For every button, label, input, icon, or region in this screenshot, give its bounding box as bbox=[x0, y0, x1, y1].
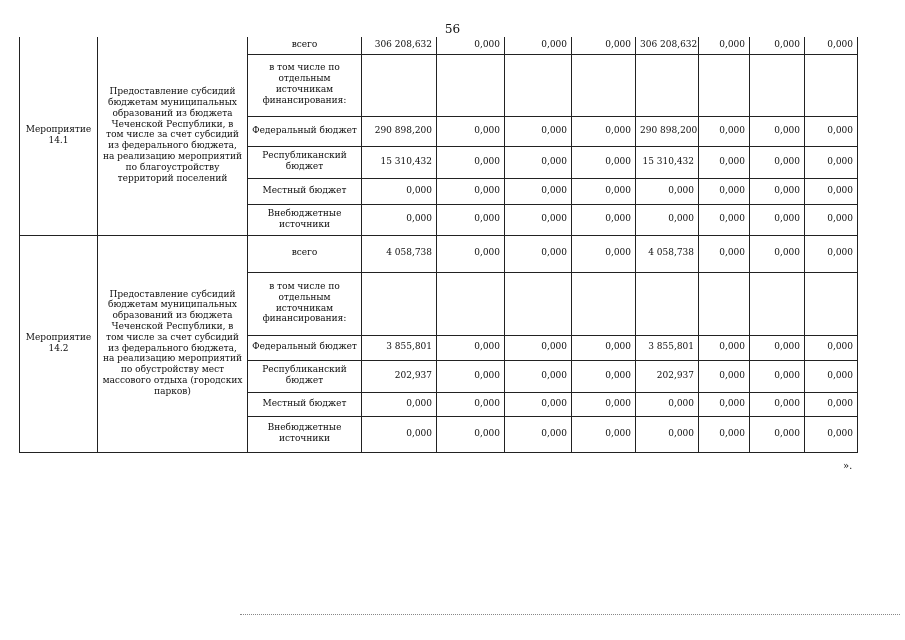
funding-value: 0,000 bbox=[437, 204, 505, 235]
funding-value: 0,000 bbox=[805, 235, 858, 272]
funding-value: 0,000 bbox=[805, 360, 858, 392]
funding-value: 0,000 bbox=[805, 335, 858, 360]
funding-value: 0,000 bbox=[750, 360, 805, 392]
funding-value bbox=[505, 54, 572, 116]
funding-value: 0,000 bbox=[437, 37, 505, 54]
funding-value: 0,000 bbox=[505, 204, 572, 235]
measure-name: Мероприятие 14.1 bbox=[20, 37, 98, 235]
funding-value: 0,000 bbox=[805, 204, 858, 235]
funding-value bbox=[437, 272, 505, 335]
funding-value: 0,000 bbox=[572, 116, 636, 146]
funding-value bbox=[805, 54, 858, 116]
funding-value: 0,000 bbox=[505, 335, 572, 360]
funding-value: 15 310,432 bbox=[362, 146, 437, 178]
funding-value: 0,000 bbox=[505, 392, 572, 416]
funding-value: 0,000 bbox=[362, 204, 437, 235]
funding-value bbox=[750, 54, 805, 116]
funding-value bbox=[362, 272, 437, 335]
funding-value: 0,000 bbox=[505, 416, 572, 452]
funding-value: 0,000 bbox=[699, 178, 750, 204]
funding-value: 0,000 bbox=[699, 204, 750, 235]
funding-value: 0,000 bbox=[805, 178, 858, 204]
funding-value: 202,937 bbox=[636, 360, 699, 392]
funding-value: 0,000 bbox=[362, 392, 437, 416]
funding-value bbox=[750, 272, 805, 335]
scan-artifact-line bbox=[240, 614, 900, 615]
funding-value: 0,000 bbox=[699, 235, 750, 272]
funding-value: 0,000 bbox=[750, 37, 805, 54]
funding-value bbox=[699, 54, 750, 116]
funding-value: 0,000 bbox=[572, 204, 636, 235]
funding-value: 0,000 bbox=[572, 392, 636, 416]
funding-value: 0,000 bbox=[699, 360, 750, 392]
funding-value: 0,000 bbox=[572, 416, 636, 452]
funding-value: 0,000 bbox=[437, 235, 505, 272]
funding-value bbox=[636, 54, 699, 116]
funding-value: 0,000 bbox=[362, 416, 437, 452]
funding-value: 0,000 bbox=[362, 178, 437, 204]
funding-value: 0,000 bbox=[750, 204, 805, 235]
funding-value: 0,000 bbox=[505, 116, 572, 146]
funding-value: 0,000 bbox=[699, 116, 750, 146]
funding-value: 0,000 bbox=[750, 392, 805, 416]
funding-value: 0,000 bbox=[805, 116, 858, 146]
funding-source: Внебюджетные источники bbox=[248, 416, 362, 452]
funding-value: 0,000 bbox=[505, 146, 572, 178]
funding-value: 306 208,632 bbox=[362, 37, 437, 54]
funding-source: всего bbox=[248, 37, 362, 54]
funding-source: Внебюджетные источники bbox=[248, 204, 362, 235]
table-row bbox=[20, 235, 858, 272]
funding-value: 0,000 bbox=[505, 360, 572, 392]
funding-value: 0,000 bbox=[572, 360, 636, 392]
funding-source: Федеральный бюджет bbox=[248, 335, 362, 360]
funding-value: 0,000 bbox=[750, 116, 805, 146]
funding-value: 0,000 bbox=[636, 392, 699, 416]
closing-quote-mark: ». bbox=[843, 461, 853, 472]
funding-source: Местный бюджет bbox=[248, 178, 362, 204]
funding-value: 0,000 bbox=[750, 416, 805, 452]
funding-table bbox=[19, 37, 858, 453]
funding-value: 0,000 bbox=[437, 360, 505, 392]
funding-value bbox=[437, 54, 505, 116]
measure-description: Предоставление субсидий бюджетам муниципальных образований из бюджета Чеченской Республики, в том числе за счет субсидий из федерального бюджета, на реализацию мероприятий по обустройству мест массового отдыха (городских парков) bbox=[98, 235, 248, 452]
funding-value: 0,000 bbox=[750, 178, 805, 204]
funding-value bbox=[362, 54, 437, 116]
funding-value: 0,000 bbox=[805, 146, 858, 178]
funding-value: 0,000 bbox=[805, 416, 858, 452]
funding-value: 0,000 bbox=[437, 392, 505, 416]
funding-value bbox=[572, 54, 636, 116]
funding-value: 3 855,801 bbox=[636, 335, 699, 360]
funding-value bbox=[505, 272, 572, 335]
funding-value: 290 898,200 bbox=[362, 116, 437, 146]
funding-value: 0,000 bbox=[437, 146, 505, 178]
page-number: 56 bbox=[444, 22, 461, 36]
funding-value: 0,000 bbox=[572, 146, 636, 178]
table-row bbox=[20, 37, 858, 54]
funding-value: 0,000 bbox=[699, 37, 750, 54]
funding-value: 290 898,200 bbox=[636, 116, 699, 146]
funding-value: 4 058,738 bbox=[636, 235, 699, 272]
funding-table-body bbox=[20, 37, 858, 452]
funding-value: 0,000 bbox=[699, 335, 750, 360]
funding-value: 3 855,801 bbox=[362, 335, 437, 360]
funding-value: 0,000 bbox=[750, 335, 805, 360]
funding-value bbox=[636, 272, 699, 335]
funding-value: 4 058,738 bbox=[362, 235, 437, 272]
funding-value: 0,000 bbox=[437, 416, 505, 452]
funding-source: Федеральный бюджет bbox=[248, 116, 362, 146]
measure-name: Мероприятие 14.2 bbox=[20, 235, 98, 452]
funding-value: 0,000 bbox=[699, 146, 750, 178]
funding-source: в том числе по отдельным источникам финансирования: bbox=[248, 272, 362, 335]
funding-value: 0,000 bbox=[437, 178, 505, 204]
funding-value: 0,000 bbox=[636, 178, 699, 204]
funding-value bbox=[699, 272, 750, 335]
funding-value: 0,000 bbox=[437, 335, 505, 360]
funding-value bbox=[805, 272, 858, 335]
funding-value: 0,000 bbox=[750, 146, 805, 178]
funding-source: Республиканский бюджет bbox=[248, 146, 362, 178]
funding-value: 0,000 bbox=[572, 178, 636, 204]
funding-value: 0,000 bbox=[805, 392, 858, 416]
funding-value: 0,000 bbox=[636, 204, 699, 235]
funding-value: 0,000 bbox=[572, 235, 636, 272]
funding-value: 0,000 bbox=[505, 235, 572, 272]
funding-value bbox=[572, 272, 636, 335]
funding-source: в том числе по отдельным источникам финансирования: bbox=[248, 54, 362, 116]
measure-description: Предоставление субсидий бюджетам муниципальных образований из бюджета Чеченской Республики, в том числе за счет субсидий из федерального бюджета, на реализацию мероприятий по благоустройству территорий поселений bbox=[98, 37, 248, 235]
funding-source: Местный бюджет bbox=[248, 392, 362, 416]
funding-value: 0,000 bbox=[750, 235, 805, 272]
funding-value: 15 310,432 bbox=[636, 146, 699, 178]
funding-source: всего bbox=[248, 235, 362, 272]
funding-value: 306 208,632 bbox=[636, 37, 699, 54]
funding-value: 0,000 bbox=[505, 178, 572, 204]
funding-value: 0,000 bbox=[572, 37, 636, 54]
funding-value: 0,000 bbox=[699, 416, 750, 452]
funding-value: 0,000 bbox=[437, 116, 505, 146]
funding-value: 0,000 bbox=[505, 37, 572, 54]
funding-value: 202,937 bbox=[362, 360, 437, 392]
funding-value: 0,000 bbox=[572, 335, 636, 360]
funding-source: Республиканский бюджет bbox=[248, 360, 362, 392]
funding-value: 0,000 bbox=[805, 37, 858, 54]
funding-value: 0,000 bbox=[636, 416, 699, 452]
funding-value: 0,000 bbox=[699, 392, 750, 416]
